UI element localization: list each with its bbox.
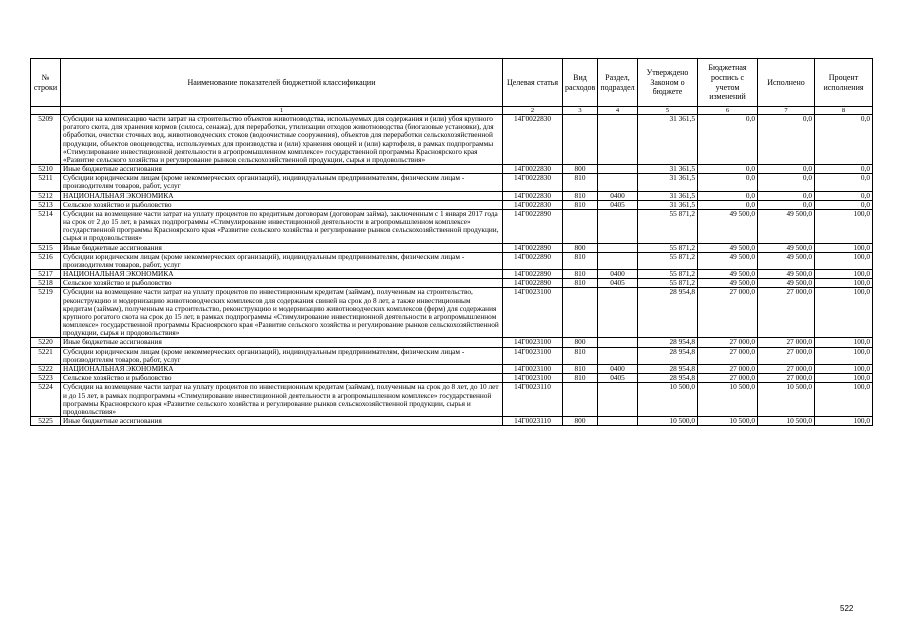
column-number: 3	[563, 107, 598, 115]
row-expense-type-cell: 800	[563, 417, 598, 426]
row-expense-type-cell: 810	[563, 252, 598, 269]
row-section-cell	[598, 174, 638, 191]
table-row	[31, 243, 873, 252]
row-section-cell	[598, 417, 638, 426]
row-target-cell: 14Г0022890	[503, 243, 563, 252]
row-percent-cell: 100,0	[815, 279, 873, 288]
column-number: 1	[61, 107, 503, 115]
row-target-cell: 14Г0022890	[503, 209, 563, 243]
table-body	[31, 115, 873, 426]
row-section-cell: 0405	[598, 374, 638, 383]
budget-table	[30, 58, 873, 426]
row-schedule-cell: 0,0	[698, 165, 758, 174]
row-schedule-cell: 49 500,0	[698, 279, 758, 288]
row-expense-type-cell	[563, 383, 598, 417]
row-expense-type-cell: 800	[563, 165, 598, 174]
row-schedule-cell: 0,0	[698, 174, 758, 191]
row-name-cell: Иные бюджетные ассигнования	[61, 338, 503, 347]
row-percent-cell: 100,0	[815, 270, 873, 279]
row-percent-cell: 100,0	[815, 364, 873, 373]
row-section-cell	[598, 252, 638, 269]
row-expense-type-cell: 810	[563, 374, 598, 383]
row-number-cell: 5210	[31, 165, 61, 174]
table-row	[31, 174, 873, 191]
row-percent-cell: 100,0	[815, 383, 873, 417]
row-percent-cell: 0,0	[815, 165, 873, 174]
row-executed-cell: 27 000,0	[758, 364, 815, 373]
row-expense-type-cell: 810	[563, 200, 598, 209]
row-schedule-cell: 49 500,0	[698, 270, 758, 279]
row-expense-type-cell	[563, 115, 598, 165]
row-expense-type-cell: 800	[563, 243, 598, 252]
row-executed-cell: 49 500,0	[758, 252, 815, 269]
table-row	[31, 288, 873, 338]
row-approved-cell: 31 361,5	[638, 115, 698, 165]
row-schedule-cell: 0,0	[698, 200, 758, 209]
row-schedule-cell: 10 500,0	[698, 417, 758, 426]
row-percent-cell: 100,0	[815, 209, 873, 243]
row-approved-cell: 31 361,5	[638, 165, 698, 174]
row-approved-cell: 55 871,2	[638, 252, 698, 269]
row-expense-type-cell: 810	[563, 279, 598, 288]
row-approved-cell: 28 954,8	[638, 374, 698, 383]
header-approved: Утверждено Законом о бюджете	[638, 59, 698, 107]
table-row	[31, 383, 873, 417]
row-target-cell: 14Г0023100	[503, 364, 563, 373]
row-target-cell: 14Г0023100	[503, 338, 563, 347]
table-row	[31, 252, 873, 269]
row-number-cell: 5218	[31, 279, 61, 288]
row-name-cell: Иные бюджетные ассигнования	[61, 243, 503, 252]
row-target-cell: 14Г0022890	[503, 252, 563, 269]
row-section-cell	[598, 243, 638, 252]
row-percent-cell: 0,0	[815, 174, 873, 191]
row-number-cell: 5211	[31, 174, 61, 191]
header-execution-percent: Процент исполнения	[815, 59, 873, 107]
row-expense-type-cell: 800	[563, 338, 598, 347]
row-target-cell: 14Г0022890	[503, 279, 563, 288]
row-name-cell: Сельское хозяйство и рыболовство	[61, 279, 503, 288]
row-executed-cell: 0,0	[758, 174, 815, 191]
column-number: 5	[638, 107, 698, 115]
row-number-cell: 5217	[31, 270, 61, 279]
row-schedule-cell: 27 000,0	[698, 347, 758, 364]
row-approved-cell: 28 954,8	[638, 288, 698, 338]
row-approved-cell: 10 500,0	[638, 383, 698, 417]
row-approved-cell: 28 954,8	[638, 338, 698, 347]
header-expense-type: Вид расходов	[563, 59, 598, 107]
row-target-cell: 14Г0022830	[503, 200, 563, 209]
row-section-cell: 0400	[598, 191, 638, 200]
row-section-cell	[598, 288, 638, 338]
row-section-cell	[598, 347, 638, 364]
row-percent-cell: 0,0	[815, 115, 873, 165]
row-executed-cell: 27 000,0	[758, 347, 815, 364]
header-indicator-name: Наименование показателей бюджетной классификации	[61, 59, 503, 107]
row-target-cell: 14Г0023100	[503, 374, 563, 383]
row-section-cell: 0400	[598, 270, 638, 279]
row-target-cell: 14Г0023110	[503, 383, 563, 417]
row-executed-cell: 49 500,0	[758, 209, 815, 243]
row-percent-cell: 100,0	[815, 347, 873, 364]
row-percent-cell: 100,0	[815, 252, 873, 269]
row-percent-cell: 0,0	[815, 191, 873, 200]
row-executed-cell: 49 500,0	[758, 279, 815, 288]
row-percent-cell: 0,0	[815, 200, 873, 209]
row-approved-cell: 28 954,8	[638, 347, 698, 364]
row-approved-cell: 55 871,2	[638, 209, 698, 243]
row-executed-cell: 27 000,0	[758, 288, 815, 338]
row-approved-cell: 55 871,2	[638, 243, 698, 252]
row-schedule-cell: 27 000,0	[698, 374, 758, 383]
row-schedule-cell: 49 500,0	[698, 252, 758, 269]
row-name-cell: Сельское хозяйство и рыболовство	[61, 200, 503, 209]
row-expense-type-cell: 810	[563, 270, 598, 279]
row-name-cell: НАЦИОНАЛЬНАЯ ЭКОНОМИКА	[61, 270, 503, 279]
row-executed-cell: 0,0	[758, 115, 815, 165]
row-expense-type-cell: 810	[563, 364, 598, 373]
row-approved-cell: 55 871,2	[638, 270, 698, 279]
table-row	[31, 417, 873, 426]
row-executed-cell: 49 500,0	[758, 270, 815, 279]
row-number-cell: 5215	[31, 243, 61, 252]
row-percent-cell: 100,0	[815, 243, 873, 252]
row-approved-cell: 55 871,2	[638, 279, 698, 288]
row-expense-type-cell: 810	[563, 347, 598, 364]
row-section-cell: 0405	[598, 200, 638, 209]
row-target-cell: 14Г0023100	[503, 288, 563, 338]
row-target-cell: 14Г0022830	[503, 191, 563, 200]
row-target-cell: 14Г0023110	[503, 417, 563, 426]
table-row	[31, 200, 873, 209]
row-schedule-cell: 49 500,0	[698, 243, 758, 252]
row-percent-cell: 100,0	[815, 374, 873, 383]
row-schedule-cell: 27 000,0	[698, 338, 758, 347]
row-section-cell	[598, 209, 638, 243]
row-target-cell: 14Г0022830	[503, 165, 563, 174]
column-number: 4	[598, 107, 638, 115]
row-section-cell	[598, 165, 638, 174]
row-number-cell: 5225	[31, 417, 61, 426]
row-expense-type-cell	[563, 209, 598, 243]
row-name-cell: Иные бюджетные ассигнования	[61, 417, 503, 426]
row-schedule-cell: 27 000,0	[698, 288, 758, 338]
row-name-cell: Субсидии на возмещение части затрат на уплату процентов по инвестиционным кредитам (займам), полученным на строительство, реконструкцию и модернизацию животноводческих комплексов для содержания свиней на срок до 8 лет, а также инвестиционным кредитам (займам), полученным на строительство, реконструкцию и модернизацию животноводческих комплексов (ферм) для содержания крупного рогатого скота на срок до 15 лет, в рамках подпрограммы «Стимулирование инвестиционной деятельности в агропромышленном комплексе» государственной программы Красноярского края «Развитие сельского хозяйства и регулирование рынков сельскохозяйственной продукции, сырья и продовольствия»	[61, 288, 503, 338]
row-target-cell: 14Г0022830	[503, 174, 563, 191]
row-executed-cell: 10 500,0	[758, 383, 815, 417]
row-executed-cell: 27 000,0	[758, 338, 815, 347]
row-target-cell: 14Г0023100	[503, 347, 563, 364]
row-number-cell: 5214	[31, 209, 61, 243]
row-name-cell: НАЦИОНАЛЬНАЯ ЭКОНОМИКА	[61, 364, 503, 373]
row-number-cell: 5223	[31, 374, 61, 383]
table-row	[31, 338, 873, 347]
row-approved-cell: 28 954,8	[638, 364, 698, 373]
row-expense-type-cell	[563, 288, 598, 338]
row-percent-cell: 100,0	[815, 417, 873, 426]
row-schedule-cell: 27 000,0	[698, 364, 758, 373]
row-approved-cell: 10 500,0	[638, 417, 698, 426]
table-row	[31, 115, 873, 165]
row-schedule-cell: 10 500,0	[698, 383, 758, 417]
row-schedule-cell: 0,0	[698, 191, 758, 200]
row-schedule-cell: 0,0	[698, 115, 758, 165]
row-number-cell: 5209	[31, 115, 61, 165]
row-section-cell	[598, 338, 638, 347]
row-section-cell	[598, 115, 638, 165]
row-name-cell: Субсидии юридическим лицам (кроме некоммерческих организаций), индивидуальным предпринимателям, физическим лицам - производителям товаров, работ, услуг	[61, 252, 503, 269]
row-schedule-cell: 49 500,0	[698, 209, 758, 243]
header-section: Раздел, подраздел	[598, 59, 638, 107]
row-name-cell: Субсидии юридическим лицам (кроме некоммерческих организаций), индивидуальным предпринимателям, физическим лицам - производителям товаров, работ, услуг	[61, 347, 503, 364]
row-section-cell	[598, 383, 638, 417]
row-executed-cell: 0,0	[758, 200, 815, 209]
row-name-cell: Сельское хозяйство и рыболовство	[61, 374, 503, 383]
row-section-cell: 0400	[598, 364, 638, 373]
row-name-cell: НАЦИОНАЛЬНАЯ ЭКОНОМИКА	[61, 191, 503, 200]
row-expense-type-cell: 810	[563, 174, 598, 191]
header-target-article: Целевая статья	[503, 59, 563, 107]
row-percent-cell: 100,0	[815, 338, 873, 347]
row-executed-cell: 0,0	[758, 191, 815, 200]
row-number-cell: 5213	[31, 200, 61, 209]
row-number-cell: 5221	[31, 347, 61, 364]
row-executed-cell: 27 000,0	[758, 374, 815, 383]
row-approved-cell: 31 361,5	[638, 174, 698, 191]
column-number: 2	[503, 107, 563, 115]
table-row	[31, 209, 873, 243]
row-approved-cell: 31 361,5	[638, 191, 698, 200]
column-number: 7	[758, 107, 815, 115]
header-executed: Исполнено	[758, 59, 815, 107]
row-number-cell: 5220	[31, 338, 61, 347]
row-name-cell: Субсидии на возмещение части затрат на уплату процентов по инвестиционным кредитам (займам), полученным на срок до 8 лет, до 10 лет и до 15 лет, в рамках подпрограммы «Стимулирование инвестиционной деятельности в агропромышленном комплексе» государственной программы Красноярского края «Развитие сельского хозяйства и регулирование рынков сельскохозяйственной продукции, сырья и продовольствия»	[61, 383, 503, 417]
header-row-number: № строки	[31, 59, 61, 107]
table-row	[31, 191, 873, 200]
table-row	[31, 347, 873, 364]
row-executed-cell: 0,0	[758, 165, 815, 174]
header-row	[31, 59, 873, 107]
row-approved-cell: 31 361,5	[638, 200, 698, 209]
row-number-cell: 5224	[31, 383, 61, 417]
row-expense-type-cell: 810	[563, 191, 598, 200]
row-executed-cell: 10 500,0	[758, 417, 815, 426]
row-name-cell: Субсидии юридическим лицам (кроме некоммерческих организаций), индивидуальным предпринимателям, физическим лицам - производителям товаров, работ, услуг	[61, 174, 503, 191]
row-target-cell: 14Г0022830	[503, 115, 563, 165]
row-percent-cell: 100,0	[815, 288, 873, 338]
row-name-cell: Субсидии на возмещение части затрат на уплату процентов по кредитным договорам (договорам займа), заключенным с 1 января 2017 года на срок от 2 до 15 лет, в рамках подпрограммы «Стимулирование инвестиционной деятельности в агропромышленном комплексе» государственной программы Красноярского края «Развитие сельского хозяйства и регулирование рынков сельскохозяйственной продукции, сырья и продовольствия»	[61, 209, 503, 243]
header-budget-schedule: Бюджетная роспись с учетом изменений	[698, 59, 758, 107]
column-number: 8	[815, 107, 873, 115]
row-target-cell: 14Г0022890	[503, 270, 563, 279]
row-number-cell: 5222	[31, 364, 61, 373]
row-executed-cell: 49 500,0	[758, 243, 815, 252]
row-number-cell: 5219	[31, 288, 61, 338]
row-name-cell: Субсидии на компенсацию части затрат на строительство объектов животноводства, используемых для содержания и (или) убоя крупного рогатого скота, для хранения кормов (силоса, сенажа), для переработки, утилизации отходов животноводства (биогазовые установки), для обработки, очистки сточных вод, животноводческих стоков (водоочистные сооружения), объектов для переработки сельскохозяйственной продукции, объектов овощеводства, используемых для производства и (или) хранения овощей и (или) картофеля, в рамках подпрограммы «Стимулирование инвестиционной деятельности в агропромышленном комплексе» государственной программы Красноярского края «Развитие сельского хозяйства и регулирование рынков сельскохозяйственной продукции, сырья и продовольствия»	[61, 115, 503, 165]
page-number: 522	[840, 604, 854, 613]
column-number: 6	[698, 107, 758, 115]
row-number-cell: 5216	[31, 252, 61, 269]
row-section-cell: 0405	[598, 279, 638, 288]
row-name-cell: Иные бюджетные ассигнования	[61, 165, 503, 174]
row-number-cell: 5212	[31, 191, 61, 200]
